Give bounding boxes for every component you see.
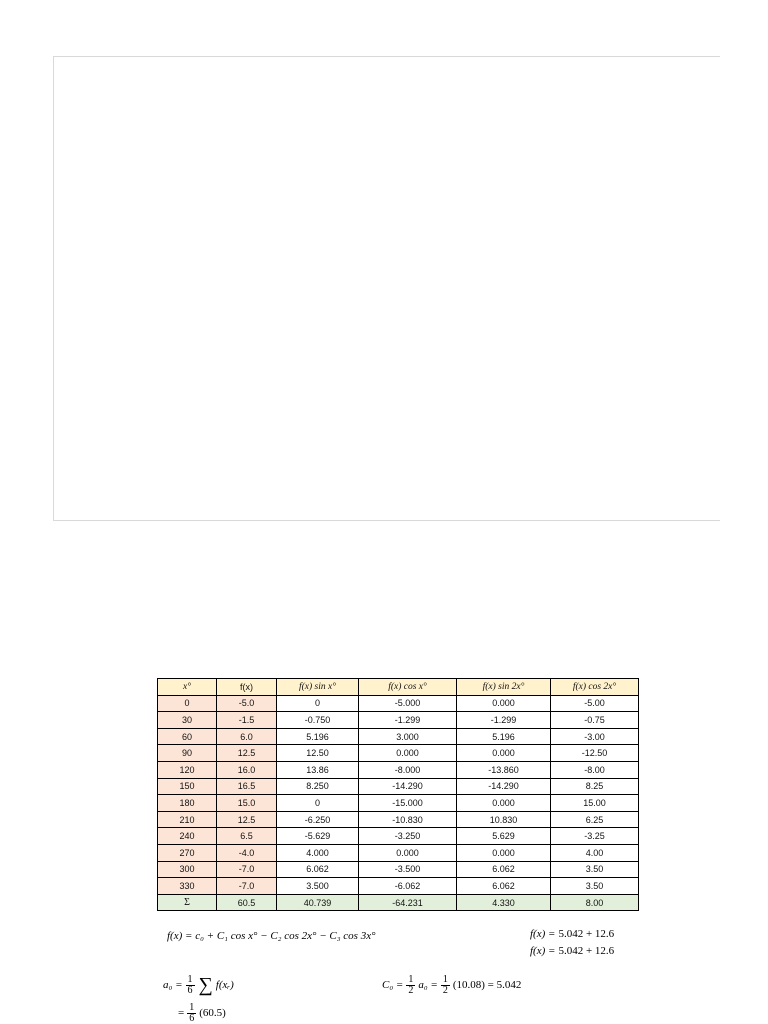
header-f-x: f(x) bbox=[217, 679, 277, 696]
fraction-numerator: 1 bbox=[408, 973, 414, 985]
fraction-denominator: 2 bbox=[408, 984, 414, 996]
table-row bbox=[158, 795, 639, 812]
cell-f-x-sin-x: 6.062 bbox=[277, 861, 359, 878]
cell-f-x: -5.0 bbox=[217, 695, 277, 712]
cell-f-x: -1.5 bbox=[217, 712, 277, 729]
fraction bbox=[186, 975, 195, 996]
cell-x-degrees: 30 bbox=[158, 712, 217, 729]
result-rhs: 5.042 + 12.6 bbox=[558, 928, 615, 940]
cell-f-x-cos-x: 3.000 bbox=[359, 728, 457, 745]
sum-cell-f-x-sin-2x: 4.330 bbox=[457, 894, 551, 911]
sum-cell-f-x: 60.5 bbox=[217, 894, 277, 911]
cell-f-x-sin-x: 4.000 bbox=[277, 844, 359, 861]
cell-f-x-sin-2x: 6.062 bbox=[457, 878, 551, 895]
cell-f-x-sin-2x: 0.000 bbox=[457, 695, 551, 712]
a0-value-rhs: (60.5) bbox=[199, 1007, 226, 1019]
table-row bbox=[158, 861, 639, 878]
sum-cell-f-x-cos-2x: 8.00 bbox=[551, 894, 639, 911]
fourier-table bbox=[157, 678, 639, 911]
fraction bbox=[406, 975, 415, 996]
a0-lhs: a₀ = bbox=[163, 979, 183, 991]
cell-x-degrees: 210 bbox=[158, 811, 217, 828]
table-row bbox=[158, 811, 639, 828]
cell-f-x-cos-x: -3.500 bbox=[359, 861, 457, 878]
table-row bbox=[158, 828, 639, 845]
result-formulas bbox=[530, 926, 638, 961]
table-row bbox=[158, 745, 639, 762]
table-row bbox=[158, 712, 639, 729]
a0-definition-formula bbox=[163, 971, 234, 999]
cell-f-x: 6.5 bbox=[217, 828, 277, 845]
cell-f-x: 12.5 bbox=[217, 745, 277, 762]
cell-f-x-sin-2x: 6.062 bbox=[457, 861, 551, 878]
cell-x-degrees: 300 bbox=[158, 861, 217, 878]
cell-f-x-sin-x: 5.196 bbox=[277, 728, 359, 745]
cell-f-x: 16.0 bbox=[217, 761, 277, 778]
cell-f-x-cos-2x: -8.00 bbox=[551, 761, 639, 778]
sum-cell-f-x-cos-x: -64.231 bbox=[359, 894, 457, 911]
cell-f-x-sin-2x: -1.299 bbox=[457, 712, 551, 729]
cell-f-x-cos-x: 0.000 bbox=[359, 844, 457, 861]
fraction-numerator: 1 bbox=[189, 1002, 195, 1013]
cell-x-degrees: 330 bbox=[158, 878, 217, 895]
cell-f-x-sin-x: -0.750 bbox=[277, 712, 359, 729]
c0-lhs: C₀ = bbox=[382, 979, 404, 991]
cell-f-x-cos-2x: -3.25 bbox=[551, 828, 639, 845]
chart-area bbox=[53, 56, 720, 521]
cell-x-degrees: 180 bbox=[158, 795, 217, 812]
header-f-x-cos-x: f(x) cos x° bbox=[359, 679, 457, 696]
sum-cell-f-x-sin-x: 40.739 bbox=[277, 894, 359, 911]
cell-f-x-cos-x: -10.830 bbox=[359, 811, 457, 828]
cell-f-x-sin-2x: 0.000 bbox=[457, 844, 551, 861]
fraction-denominator: 6 bbox=[187, 984, 193, 996]
table-row bbox=[158, 778, 639, 795]
fraction-denominator: 6 bbox=[189, 1012, 195, 1024]
cell-f-x-sin-2x: 0.000 bbox=[457, 795, 551, 812]
cell-f-x-cos-x: -1.299 bbox=[359, 712, 457, 729]
fraction-denominator: 2 bbox=[442, 984, 448, 996]
fraction bbox=[187, 1003, 196, 1024]
table-row bbox=[158, 695, 639, 712]
cell-f-x-sin-x: 12.50 bbox=[277, 745, 359, 762]
fraction-numerator: 1 bbox=[187, 973, 193, 985]
c0-formula bbox=[382, 971, 521, 999]
a0-value-formula bbox=[178, 1002, 226, 1024]
table-row bbox=[158, 728, 639, 745]
cell-f-x-sin-x: 0 bbox=[277, 795, 359, 812]
cell-f-x-cos-2x: -0.75 bbox=[551, 712, 639, 729]
cell-f-x: -7.0 bbox=[217, 861, 277, 878]
cell-f-x-cos-x: -3.250 bbox=[359, 828, 457, 845]
cell-f-x-sin-2x: 5.629 bbox=[457, 828, 551, 845]
cell-f-x-cos-x: -6.062 bbox=[359, 878, 457, 895]
table-row bbox=[158, 844, 639, 861]
header-f-x-cos-2x: f(x) cos 2x° bbox=[551, 679, 639, 696]
cell-f-x-cos-x: -8.000 bbox=[359, 761, 457, 778]
cell-f-x-sin-x: -5.629 bbox=[277, 828, 359, 845]
cell-f-x-cos-2x: 3.50 bbox=[551, 861, 639, 878]
cell-f-x-cos-2x: -5.00 bbox=[551, 695, 639, 712]
cell-x-degrees: 0 bbox=[158, 695, 217, 712]
cell-f-x: -4.0 bbox=[217, 844, 277, 861]
cell-f-x-sin-2x: 5.196 bbox=[457, 728, 551, 745]
fraction-numerator: 1 bbox=[442, 973, 448, 985]
cell-f-x: 16.5 bbox=[217, 778, 277, 795]
cell-x-degrees: 90 bbox=[158, 745, 217, 762]
cell-f-x-cos-2x: -3.00 bbox=[551, 728, 639, 745]
header-x-degrees: x° bbox=[158, 679, 217, 696]
cell-x-degrees: 150 bbox=[158, 778, 217, 795]
table-row bbox=[158, 761, 639, 778]
cell-f-x-sin-2x: -14.290 bbox=[457, 778, 551, 795]
cell-f-x-cos-2x: 3.50 bbox=[551, 878, 639, 895]
header-f-x-sin-x: f(x) sin x° bbox=[277, 679, 359, 696]
summand: f(xᵣ) bbox=[215, 979, 234, 991]
result-lhs: f(x) = bbox=[530, 928, 556, 940]
cell-f-x-sin-2x: 0.000 bbox=[457, 745, 551, 762]
header-row bbox=[158, 679, 639, 696]
cell-f-x-sin-x: 13.86 bbox=[277, 761, 359, 778]
general-formula: f(x) = c₀ + C₁ cos x° − C₂ cos 2x° − C₃ cos 3x° bbox=[167, 930, 376, 942]
cell-x-degrees: 60 bbox=[158, 728, 217, 745]
result-formula-line bbox=[530, 926, 638, 943]
fraction bbox=[441, 975, 450, 996]
cell-f-x-sin-2x: 10.830 bbox=[457, 811, 551, 828]
sum-row bbox=[158, 894, 639, 911]
cell-f-x-cos-2x: 8.25 bbox=[551, 778, 639, 795]
cell-f-x-cos-2x: 15.00 bbox=[551, 795, 639, 812]
cell-x-degrees: 270 bbox=[158, 844, 217, 861]
cell-f-x-sin-x: 3.500 bbox=[277, 878, 359, 895]
c0-rhs: (10.08) = 5.042 bbox=[452, 979, 522, 991]
cell-f-x-cos-x: 0.000 bbox=[359, 745, 457, 762]
cell-f-x-sin-x: 8.250 bbox=[277, 778, 359, 795]
sum-symbol-cell: Σ bbox=[158, 894, 217, 911]
a0-value-lhs: = bbox=[178, 1007, 185, 1019]
cell-f-x: 6.0 bbox=[217, 728, 277, 745]
result-lhs: f(x) = bbox=[530, 945, 556, 957]
cell-f-x-cos-x: -5.000 bbox=[359, 695, 457, 712]
table-body bbox=[158, 695, 639, 911]
cell-f-x-cos-2x: 4.00 bbox=[551, 844, 639, 861]
cell-f-x-cos-2x: -12.50 bbox=[551, 745, 639, 762]
table-row bbox=[158, 878, 639, 895]
c0-middle: a₀ = bbox=[418, 979, 438, 991]
result-formula-line bbox=[530, 943, 638, 960]
cell-f-x-sin-x: 0 bbox=[277, 695, 359, 712]
cell-f-x-cos-x: -15.000 bbox=[359, 795, 457, 812]
cell-x-degrees: 240 bbox=[158, 828, 217, 845]
cell-f-x-sin-x: -6.250 bbox=[277, 811, 359, 828]
header-f-x-sin-2x: f(x) sin 2x° bbox=[457, 679, 551, 696]
cell-x-degrees: 120 bbox=[158, 761, 217, 778]
cell-f-x-cos-x: -14.290 bbox=[359, 778, 457, 795]
result-rhs: 5.042 + 12.6 bbox=[558, 945, 615, 957]
cell-f-x: 12.5 bbox=[217, 811, 277, 828]
cell-f-x-cos-2x: 6.25 bbox=[551, 811, 639, 828]
summation-symbol: ∑ bbox=[198, 974, 213, 996]
cell-f-x: 15.0 bbox=[217, 795, 277, 812]
cell-f-x-sin-2x: -13.860 bbox=[457, 761, 551, 778]
cell-f-x: -7.0 bbox=[217, 878, 277, 895]
